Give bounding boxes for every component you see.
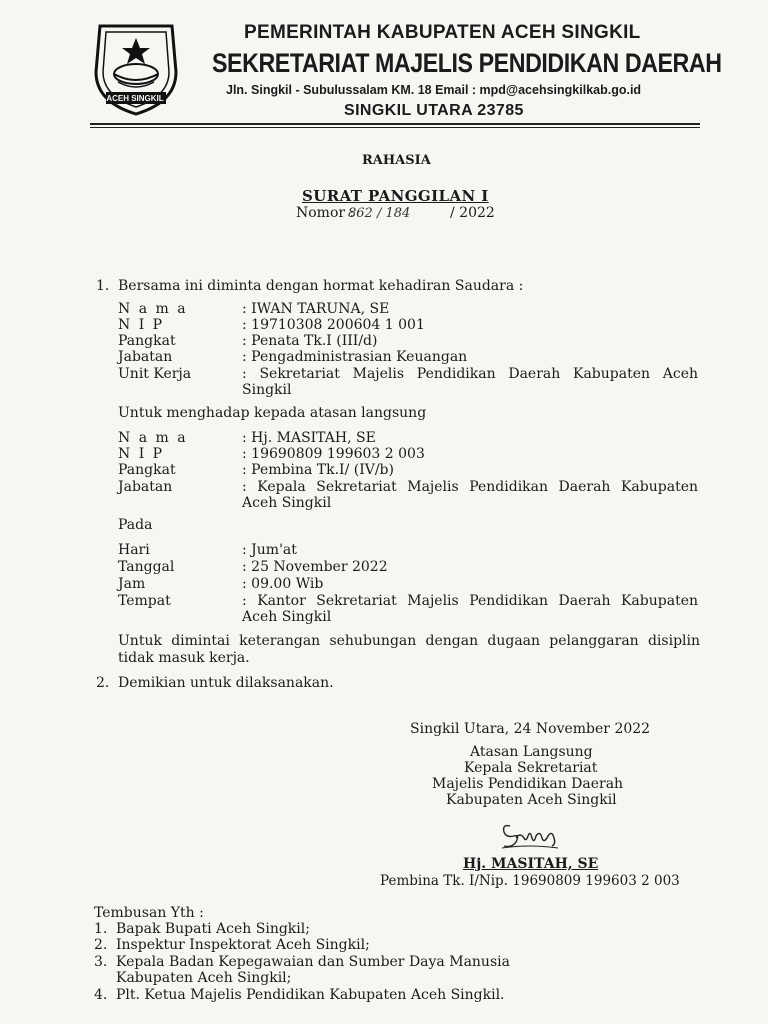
superior-position-value: : Kepala Sekretariat Majelis Pendidikan Daerah Kabupaten Aceh Singkil	[242, 479, 698, 511]
schedule-time-label: Jam	[118, 576, 146, 592]
superior-name-value: : Hj. MASITAH, SE	[242, 430, 376, 446]
employee-nip-label: N I P	[118, 317, 165, 333]
employee-name-label: N a m a	[118, 301, 188, 317]
office-city: SINGKIL UTARA 23785	[344, 102, 524, 119]
superior-rank-label: Pangkat	[118, 462, 176, 478]
schedule-intro: Pada	[118, 517, 153, 533]
summons-purpose: Untuk dimintai keterangan sehubungan dengan dugaan pelanggaran disiplin tidak masuk kerja.	[118, 633, 700, 666]
employee-position-label: Jabatan	[118, 349, 173, 365]
copy-3-text: Kepala Badan Kepegawaian dan Sumber Daya Manusia Kabupaten Aceh Singkil;	[116, 954, 510, 986]
copy-3-number: 3.	[94, 954, 108, 970]
letterhead-rule-thin	[90, 127, 700, 128]
superior-name-label: N a m a	[118, 430, 188, 446]
office-name: SEKRETARIAT MAJELIS PENDIDIKAN DAERAH	[212, 48, 722, 78]
letter-title: SURAT PANGGILAN I	[302, 187, 489, 205]
item-2-number: 2.	[96, 675, 110, 691]
schedule-place-value: : Kantor Sekretariat Majelis Pendidikan Daerah Kabupaten Aceh Singkil	[242, 593, 698, 625]
copy-2-number: 2.	[94, 937, 108, 953]
item-2-text: Demikian untuk dilaksanakan.	[118, 675, 334, 691]
copy-2-text: Inspektur Inspektorat Aceh Singkil;	[116, 937, 370, 953]
aceh-singkil-emblem	[92, 22, 180, 118]
classification-label: RAHASIA	[362, 153, 431, 168]
item-1-intro: Bersama ini diminta dengan hormat kehadiran Saudara :	[118, 278, 524, 294]
number-label: Nomor :	[296, 205, 355, 221]
employee-name-value: : IWAN TARUNA, SE	[242, 301, 390, 317]
superior-nip-value: : 19690809 199603 2 003	[242, 446, 425, 462]
copy-1-number: 1.	[94, 921, 108, 937]
superior-rank-value: : Pembina Tk.I/ (IV/b)	[242, 462, 394, 478]
number-handwritten: 862 / 184	[348, 206, 411, 221]
schedule-date-label: Tanggal	[118, 559, 175, 575]
superior-intro: Untuk menghadap kepada atasan langsung	[118, 405, 427, 421]
copy-1-text: Bapak Bupati Aceh Singkil;	[116, 921, 310, 937]
government-name: PEMERINTAH KABUPATEN ACEH SINGKIL	[244, 22, 641, 43]
handwritten-signature	[498, 818, 562, 852]
emblem-caption: ACEH SINGKIL	[106, 94, 164, 103]
superior-position-label: Jabatan	[118, 479, 173, 495]
item-1-number: 1.	[96, 278, 110, 294]
schedule-day-value: : Jum'at	[242, 542, 297, 558]
signer-role-2: Kepala Sekretariat	[464, 760, 598, 776]
signer-role-3: Majelis Pendidikan Daerah	[432, 776, 624, 792]
schedule-time-value: : 09.00 Wib	[242, 576, 324, 592]
copy-4-text: Plt. Ketua Majelis Pendidikan Kabupaten Aceh Singkil.	[116, 987, 505, 1003]
copies-heading: Tembusan Yth :	[94, 905, 204, 921]
signer-name: Hj. MASITAH, SE	[463, 856, 599, 872]
schedule-date-value: : 25 November 2022	[242, 559, 388, 575]
employee-nip-value: : 19710308 200604 1 001	[242, 317, 425, 333]
letterhead-rule-thick	[90, 123, 700, 125]
employee-rank-label: Pangkat	[118, 333, 176, 349]
copy-4-number: 4.	[94, 987, 108, 1003]
employee-unit-label: Unit Kerja	[118, 366, 192, 382]
signer-role-4: Kabupaten Aceh Singkil	[446, 792, 617, 808]
number-year: / 2022	[450, 205, 495, 221]
superior-nip-label: N I P	[118, 446, 165, 462]
place-date: Singkil Utara, 24 November 2022	[410, 721, 651, 737]
signer-role-1: Atasan Langsung	[470, 744, 593, 760]
employee-position-value: : Pengadministrasian Keuangan	[242, 349, 468, 365]
office-address: Jln. Singkil - Subulussalam KM. 18 Email : mpd@acehsingkilkab.go.id	[226, 83, 642, 97]
signer-rank-nip: Pembina Tk. I/Nip. 19690809 199603 2 003	[380, 873, 680, 889]
employee-rank-value: : Penata Tk.I (III/d)	[242, 333, 378, 349]
schedule-place-label: Tempat	[118, 593, 171, 609]
employee-unit-value: : Sekretariat Majelis Pendidikan Daerah Kabupaten Aceh Singkil	[242, 366, 698, 398]
schedule-day-label: Hari	[118, 542, 150, 558]
